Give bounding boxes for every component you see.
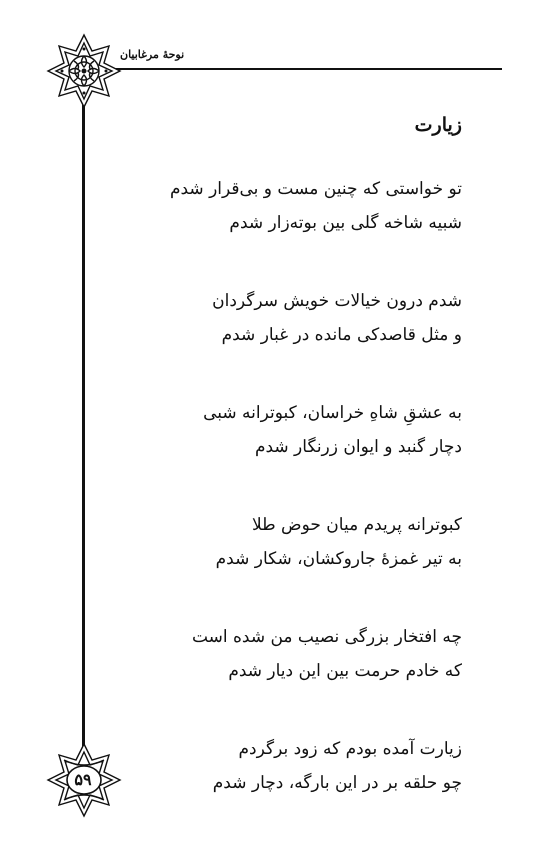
stanza (62, 620, 462, 688)
stanza (62, 508, 462, 576)
running-header-title: نوحهٔ مرغابیان (120, 48, 185, 61)
verse-line: شدم درون خیالات خویش سرگردان (212, 291, 462, 311)
verse-line: تو خواستی که چنین مست و بی‌قرار شدم (169, 179, 462, 199)
verse-line: به تیر غمزهٔ جاروکشان، شکار شدم (215, 549, 462, 569)
page-number: ۵۹ (74, 769, 92, 789)
stanza (62, 284, 462, 352)
verse-line: چه افتخار بزرگی نصیب من شده است (191, 627, 462, 647)
verse-line: که خادم حرمت بین این دیار شدم (228, 661, 462, 681)
verse-line: زیارت آمده بودم که زود برگردم (238, 739, 462, 759)
header-rule (110, 68, 502, 70)
poem-body (62, 172, 462, 844)
verse-line: دچار گنبد و ایوان زرنگار شدم (254, 437, 462, 457)
stanza (62, 396, 462, 464)
stanza (62, 172, 462, 240)
stanza (62, 732, 462, 800)
poem-title: زیارت (414, 114, 462, 136)
verse-line: و مثل قاصدکی مانده در غبار شدم (221, 325, 462, 345)
verse-line: چو حلقه بر در این بارگه، دچار شدم (212, 773, 462, 793)
arabesque-star-icon (46, 33, 122, 109)
verse-line: کبوترانه پریدم میان حوض طلا (251, 515, 462, 535)
verse-line: به عشقِ شاهِ خراسان، کبوترانه شبی (203, 403, 462, 423)
verse-line: شبیه شاخه گلی بین بوته‌زار شدم (229, 213, 462, 233)
